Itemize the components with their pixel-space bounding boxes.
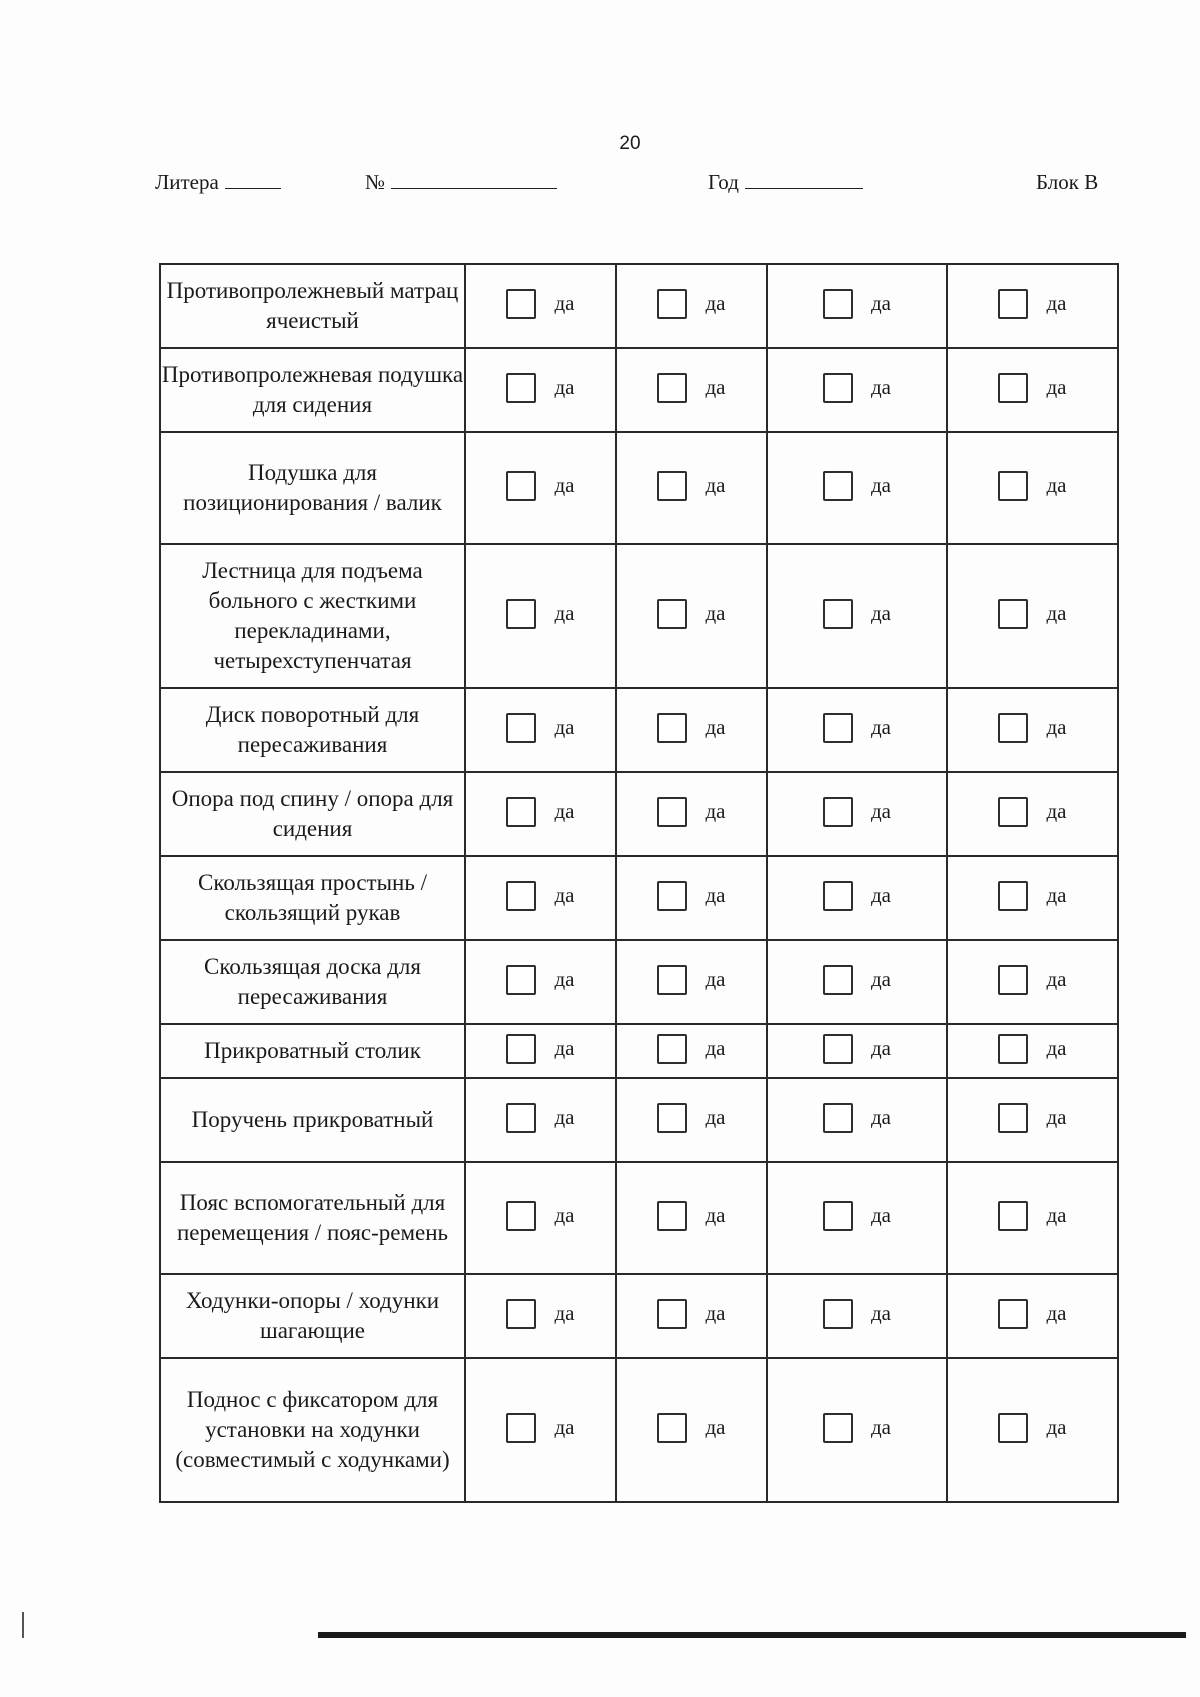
table-row	[160, 1078, 1118, 1162]
option-yes	[998, 373, 1066, 403]
checkbox-label: да	[870, 715, 891, 739]
table-row	[160, 688, 1118, 772]
checkbox[interactable]	[657, 1413, 687, 1443]
option-yes	[998, 713, 1066, 743]
option-yes	[506, 1201, 574, 1231]
checkbox[interactable]	[823, 373, 853, 403]
checkbox-label: да	[554, 1203, 575, 1227]
checkbox-label: да	[554, 883, 575, 907]
litera-input-line[interactable]	[225, 171, 281, 189]
option-yes	[506, 797, 574, 827]
option-cell	[465, 1162, 616, 1274]
option-cell	[616, 544, 767, 688]
item-name: Поручень прикроватный	[160, 1078, 465, 1162]
checkbox[interactable]	[506, 1413, 536, 1443]
option-cell	[947, 1024, 1118, 1078]
checkbox[interactable]	[998, 1201, 1028, 1231]
item-name: Прикроватный столик	[160, 1024, 465, 1078]
option-yes	[823, 713, 891, 743]
footer-rule	[318, 1632, 1186, 1638]
option-yes	[998, 1201, 1066, 1231]
checkbox-label: да	[870, 375, 891, 399]
checkbox-label: да	[1046, 375, 1067, 399]
checkbox[interactable]	[823, 797, 853, 827]
option-yes	[998, 599, 1066, 629]
option-cell	[465, 1358, 616, 1502]
option-cell	[947, 856, 1118, 940]
checkbox[interactable]	[657, 1034, 687, 1064]
checkbox[interactable]	[998, 471, 1028, 501]
item-name: Противопролежневая подушка для сидения	[160, 348, 465, 432]
item-name: Скользящая простынь / скользящий рукав	[160, 856, 465, 940]
item-name: Противопролежневый матрац ячеистый	[160, 264, 465, 348]
checkbox-label: да	[870, 1036, 891, 1060]
checkbox[interactable]	[998, 1034, 1028, 1064]
checkbox[interactable]	[998, 1103, 1028, 1133]
option-yes	[998, 1413, 1066, 1443]
checkbox[interactable]	[998, 1299, 1028, 1329]
option-cell	[947, 544, 1118, 688]
option-cell	[616, 688, 767, 772]
table-row	[160, 940, 1118, 1024]
checkbox-label: да	[870, 473, 891, 497]
checkbox[interactable]	[657, 599, 687, 629]
option-yes	[506, 471, 574, 501]
option-yes	[657, 713, 725, 743]
checkbox[interactable]	[823, 1034, 853, 1064]
checkbox[interactable]	[823, 1103, 853, 1133]
option-yes	[823, 881, 891, 911]
checkbox[interactable]	[998, 1413, 1028, 1443]
option-cell	[947, 264, 1118, 348]
option-yes	[823, 289, 891, 319]
option-yes	[657, 1299, 725, 1329]
checkbox[interactable]	[506, 471, 536, 501]
checkbox[interactable]	[823, 965, 853, 995]
page-number: 20	[619, 133, 641, 154]
block-label: Блок В	[1036, 170, 1099, 194]
table-row	[160, 856, 1118, 940]
item-name: Подушка для позиционирования / валик	[160, 432, 465, 544]
checkbox-label: да	[1046, 601, 1067, 625]
checkbox[interactable]	[998, 965, 1028, 995]
option-yes	[998, 1299, 1066, 1329]
option-yes	[823, 965, 891, 995]
checkbox-label: да	[705, 1203, 726, 1227]
option-yes	[506, 881, 574, 911]
checkbox-label: да	[870, 883, 891, 907]
checkbox[interactable]	[506, 713, 536, 743]
checkbox[interactable]	[657, 797, 687, 827]
option-yes	[506, 1103, 574, 1133]
option-cell	[767, 940, 947, 1024]
item-name: Скользящая доска для пересаживания	[160, 940, 465, 1024]
checkbox[interactable]	[657, 881, 687, 911]
checkbox[interactable]	[823, 1201, 853, 1231]
checkbox-label: да	[554, 473, 575, 497]
option-yes	[506, 289, 574, 319]
checkbox-label: да	[1046, 715, 1067, 739]
option-yes	[657, 1201, 725, 1231]
checkbox[interactable]	[506, 881, 536, 911]
checkbox-label: да	[870, 291, 891, 315]
option-cell	[947, 348, 1118, 432]
option-yes	[506, 599, 574, 629]
option-yes	[823, 373, 891, 403]
checkbox[interactable]	[998, 373, 1028, 403]
number-input-line[interactable]	[391, 171, 557, 189]
checkbox[interactable]	[657, 713, 687, 743]
option-cell	[616, 1274, 767, 1358]
checkbox[interactable]	[998, 797, 1028, 827]
option-yes	[998, 797, 1066, 827]
checkbox-label: да	[705, 601, 726, 625]
checkbox[interactable]	[657, 1103, 687, 1133]
checkbox-label: да	[705, 799, 726, 823]
option-cell	[465, 772, 616, 856]
item-name: Поднос с фиксатором для установки на ходунки (совместимый с ходунками)	[160, 1358, 465, 1502]
checkbox-label: да	[705, 715, 726, 739]
checkbox[interactable]	[657, 289, 687, 319]
option-cell	[616, 1024, 767, 1078]
checkbox[interactable]	[506, 797, 536, 827]
option-cell	[616, 1162, 767, 1274]
checkbox[interactable]	[506, 373, 536, 403]
option-yes	[657, 599, 725, 629]
checkbox[interactable]	[823, 713, 853, 743]
option-yes	[998, 1103, 1066, 1133]
checkbox-label: да	[1046, 1415, 1067, 1439]
option-cell	[465, 1274, 616, 1358]
margin-mark	[22, 1612, 24, 1638]
table-row	[160, 348, 1118, 432]
option-yes	[506, 1299, 574, 1329]
checkbox-label: да	[554, 601, 575, 625]
option-yes	[657, 965, 725, 995]
option-cell	[465, 1024, 616, 1078]
option-cell	[465, 688, 616, 772]
checkbox[interactable]	[823, 1413, 853, 1443]
checkbox-label: да	[554, 375, 575, 399]
year-field	[708, 170, 863, 195]
option-cell	[767, 772, 947, 856]
checkbox-label: да	[870, 799, 891, 823]
checkbox[interactable]	[823, 289, 853, 319]
option-cell	[767, 1024, 947, 1078]
option-cell	[616, 1078, 767, 1162]
number-field	[365, 170, 557, 195]
option-yes	[823, 471, 891, 501]
checkbox[interactable]	[998, 881, 1028, 911]
checkbox[interactable]	[506, 965, 536, 995]
year-input-line[interactable]	[745, 171, 863, 189]
checkbox-label: да	[705, 1415, 726, 1439]
checkbox-label: да	[554, 799, 575, 823]
checkbox[interactable]	[506, 1103, 536, 1133]
checkbox[interactable]	[657, 471, 687, 501]
option-yes	[657, 373, 725, 403]
option-yes	[998, 1034, 1066, 1064]
checkbox[interactable]	[657, 373, 687, 403]
checkbox[interactable]	[506, 1034, 536, 1064]
checkbox-label: да	[554, 1036, 575, 1060]
checkbox[interactable]	[657, 1299, 687, 1329]
option-cell	[465, 940, 616, 1024]
checkbox[interactable]	[506, 1299, 536, 1329]
number-label: №	[365, 170, 386, 194]
equipment-rows	[160, 264, 1118, 1502]
option-yes	[823, 1034, 891, 1064]
table-row	[160, 1024, 1118, 1078]
item-name: Пояс вспомогательный для перемещения / пояс-ремень	[160, 1162, 465, 1274]
item-name: Лестница для подъема больного с жесткими перекладинами, четырехступенчатая	[160, 544, 465, 688]
option-cell	[947, 772, 1118, 856]
option-yes	[657, 1103, 725, 1133]
checkbox-label: да	[554, 291, 575, 315]
litera-label: Литера	[155, 170, 219, 194]
checkbox[interactable]	[506, 1201, 536, 1231]
checkbox[interactable]	[823, 471, 853, 501]
table-row	[160, 1162, 1118, 1274]
checkbox-label: да	[705, 1301, 726, 1325]
table-row	[160, 1274, 1118, 1358]
option-cell	[767, 1078, 947, 1162]
option-cell	[947, 1274, 1118, 1358]
checkbox-label: да	[554, 1415, 575, 1439]
checkbox-label: да	[1046, 291, 1067, 315]
option-cell	[767, 264, 947, 348]
checkbox-label: да	[705, 967, 726, 991]
option-cell	[767, 688, 947, 772]
checkbox[interactable]	[823, 599, 853, 629]
option-cell	[767, 432, 947, 544]
checkbox-label: да	[554, 1105, 575, 1129]
option-cell	[947, 1162, 1118, 1274]
checkbox-label: да	[705, 883, 726, 907]
table-row	[160, 264, 1118, 348]
checkbox-label: да	[870, 967, 891, 991]
checkbox-label: да	[554, 967, 575, 991]
option-yes	[998, 289, 1066, 319]
checkbox[interactable]	[506, 289, 536, 319]
option-cell	[616, 1358, 767, 1502]
option-cell	[767, 1274, 947, 1358]
option-yes	[657, 1034, 725, 1064]
checkbox-label: да	[1046, 883, 1067, 907]
option-cell	[947, 940, 1118, 1024]
checkbox-label: да	[554, 1301, 575, 1325]
option-cell	[465, 348, 616, 432]
year-label: Год	[708, 170, 739, 194]
option-yes	[823, 1103, 891, 1133]
checkbox-label: да	[705, 1105, 726, 1129]
checkbox-label: да	[1046, 1301, 1067, 1325]
checkbox-label: да	[870, 601, 891, 625]
checkbox[interactable]	[998, 599, 1028, 629]
checkbox-label: да	[554, 715, 575, 739]
table-row	[160, 432, 1118, 544]
checkbox[interactable]	[657, 1201, 687, 1231]
option-cell	[767, 1162, 947, 1274]
option-cell	[465, 1078, 616, 1162]
option-cell	[767, 856, 947, 940]
option-cell	[767, 1358, 947, 1502]
option-cell	[616, 940, 767, 1024]
checkbox-label: да	[1046, 1105, 1067, 1129]
checkbox[interactable]	[998, 289, 1028, 319]
option-yes	[506, 373, 574, 403]
equipment-table	[159, 263, 1119, 1503]
option-cell	[616, 264, 767, 348]
option-yes	[506, 713, 574, 743]
option-yes	[998, 471, 1066, 501]
option-cell	[465, 856, 616, 940]
option-cell	[947, 432, 1118, 544]
checkbox-label: да	[705, 473, 726, 497]
table-row	[160, 1358, 1118, 1502]
option-cell	[767, 544, 947, 688]
option-yes	[823, 1299, 891, 1329]
option-yes	[506, 1413, 574, 1443]
option-cell	[947, 1078, 1118, 1162]
option-yes	[823, 1201, 891, 1231]
option-yes	[506, 965, 574, 995]
option-yes	[823, 599, 891, 629]
item-name: Ходунки-опоры / ходунки шагающие	[160, 1274, 465, 1358]
item-name: Опора под спину / опора для сидения	[160, 772, 465, 856]
checkbox[interactable]	[823, 1299, 853, 1329]
checkbox-label: да	[870, 1415, 891, 1439]
checkbox-label: да	[870, 1301, 891, 1325]
checkbox-label: да	[1046, 473, 1067, 497]
table-row	[160, 772, 1118, 856]
option-yes	[506, 1034, 574, 1064]
option-cell	[947, 688, 1118, 772]
checkbox-label: да	[1046, 799, 1067, 823]
option-cell	[616, 432, 767, 544]
option-yes	[657, 881, 725, 911]
checkbox-label: да	[705, 375, 726, 399]
option-cell	[616, 348, 767, 432]
option-yes	[657, 471, 725, 501]
option-yes	[657, 289, 725, 319]
option-yes	[823, 797, 891, 827]
option-cell	[465, 432, 616, 544]
option-yes	[657, 797, 725, 827]
checkbox-label: да	[870, 1203, 891, 1227]
checkbox-label: да	[1046, 967, 1067, 991]
option-yes	[998, 881, 1066, 911]
litera-field	[155, 170, 281, 195]
table-row	[160, 544, 1118, 688]
checkbox-label: да	[1046, 1036, 1067, 1060]
option-cell	[616, 856, 767, 940]
checkbox[interactable]	[823, 881, 853, 911]
checkbox-label: да	[870, 1105, 891, 1129]
option-cell	[767, 348, 947, 432]
item-name: Диск поворотный для пересаживания	[160, 688, 465, 772]
checkbox[interactable]	[657, 965, 687, 995]
checkbox[interactable]	[998, 713, 1028, 743]
option-cell	[947, 1358, 1118, 1502]
option-cell	[465, 264, 616, 348]
checkbox-label: да	[705, 291, 726, 315]
option-cell	[465, 544, 616, 688]
option-yes	[998, 965, 1066, 995]
option-cell	[616, 772, 767, 856]
checkbox[interactable]	[506, 599, 536, 629]
checkbox-label: да	[1046, 1203, 1067, 1227]
option-yes	[823, 1413, 891, 1443]
checkbox-label: да	[705, 1036, 726, 1060]
option-yes	[657, 1413, 725, 1443]
